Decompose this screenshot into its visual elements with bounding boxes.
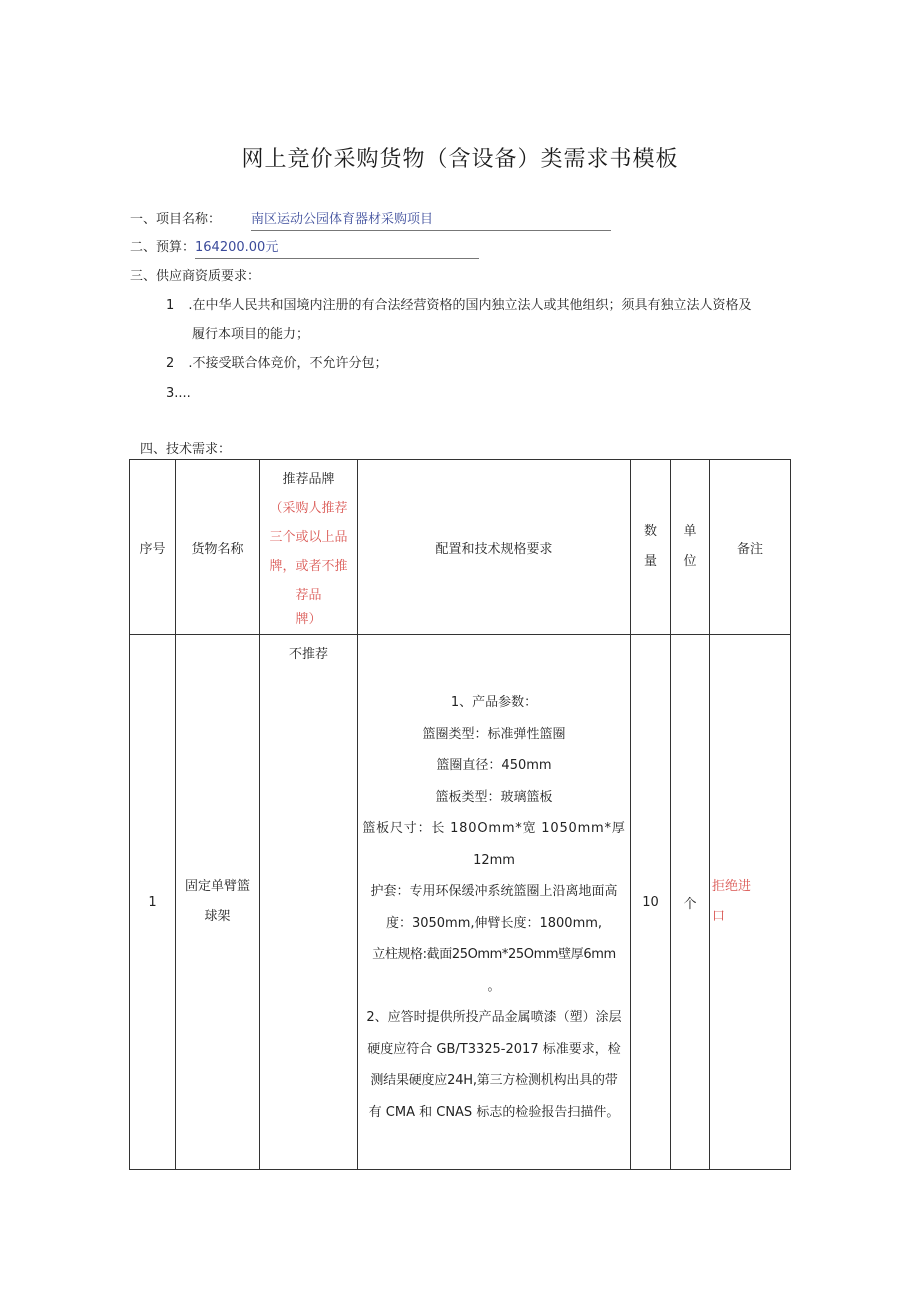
spec-line-6: 12mm [473, 852, 515, 868]
row-spec [358, 635, 631, 1170]
budget-label: 二、预算： [130, 240, 196, 255]
header-goods-name: 货物名称 [176, 460, 260, 635]
requirement-2 [166, 354, 388, 374]
spec-line-5: 篮板尺寸：长 180Omm*宽 1050mm*厚 [362, 821, 626, 836]
spec-line-4: 篮板类型：玻璃篮板 [435, 789, 553, 805]
spec-line-10: 。 [487, 978, 501, 994]
document-title: 网上竞价采购货物（含设备）类需求书模板 [241, 147, 679, 172]
header-unit [671, 460, 710, 635]
requirement-2-number: 2 [166, 356, 175, 371]
spec-line-9: 立柱规格:截面25Omm*25Omm壁厚6mm [372, 947, 616, 962]
header-brand-note-3: 牌，或者不推 [269, 558, 348, 574]
budget-value: 164200.00元 [195, 238, 479, 259]
row-remark-2: 口 [712, 909, 726, 924]
header-spec: 配置和技术规格要求 [358, 460, 631, 635]
qualification-heading: 三、供应商资质要求： [130, 269, 261, 284]
requirement-1-continued: 履行本项目的能力； [192, 327, 310, 342]
row-quantity: 10 [631, 635, 671, 1170]
spec-line-11: 2、应答时提供所投产品金属喷漆（塑）涂层 [366, 1010, 622, 1025]
header-remark: 备注 [710, 460, 791, 635]
row-goods-name-2: 球架 [204, 909, 231, 924]
header-quantity [631, 460, 671, 635]
project-name-value: 南区运动公园体育器材采购项目 [251, 210, 611, 231]
header-brand-note-2: 三个或以上品 [269, 529, 348, 545]
header-unit-2: 位 [683, 554, 697, 569]
row-remark-1: 拒绝进 [712, 879, 752, 894]
requirement-1-number: 1 [166, 298, 175, 313]
row-seq: 1 [130, 635, 176, 1170]
header-unit-1: 单 [683, 524, 697, 539]
budget-row [130, 238, 479, 259]
row-unit: 个 [671, 635, 710, 1170]
spec-line-7: 护套：专用环保缓冲系统篮圈上沿离地面高 [370, 884, 618, 899]
row-brand: 不推荐 [260, 635, 358, 1170]
spec-line-14: 有 CMA 和 CNAS 标志的检验报告扫描件。 [368, 1104, 620, 1120]
spec-line-8: 度：3050mm,伸臂长度：1800mm, [385, 915, 603, 931]
spec-line-2: 篮圈类型：标准弹性篮圈 [422, 726, 566, 742]
header-brand-label: 推荐品牌 [282, 471, 335, 487]
table-row [130, 635, 791, 1170]
header-brand-note-5: 牌） [295, 611, 322, 627]
spec-line-3: 篮圈直径：450mm [436, 758, 552, 773]
header-seq: 序号 [130, 460, 176, 635]
header-brand-note-4: 荐品 [295, 587, 322, 603]
requirement-3: 3.... [166, 386, 191, 401]
header-quantity-1: 数 [643, 524, 657, 539]
table-header-row [130, 460, 791, 635]
requirement-2-text: .不接受联合体竞价，不允许分包； [188, 356, 388, 371]
row-goods-name-1: 固定单臂篮 [184, 879, 250, 894]
row-remark [710, 635, 791, 1170]
project-name-row [130, 210, 611, 231]
technical-requirements-table [129, 459, 791, 1170]
spec-line-12: 硬度应符合 GB/T3325-2017 标准要求，检 [367, 1041, 621, 1057]
header-brand [260, 460, 358, 635]
header-brand-note-1: （采购人推荐 [269, 500, 348, 516]
spec-line-1: 1、产品参数： [450, 695, 538, 710]
spec-line-13: 测结果硬度应24H,第三方检测机构出具的带 [370, 1073, 618, 1088]
header-quantity-2: 量 [643, 554, 657, 569]
technical-requirements-heading: 四、技术需求： [140, 442, 232, 457]
project-name-label: 一、项目名称： [130, 212, 222, 227]
requirement-1-text: .在中华人民共和国境内注册的有合法经营资格的国内独立法人或其他组织；须具有独立法人资格及 [188, 298, 752, 313]
requirement-1 [166, 296, 752, 316]
row-goods-name [176, 635, 260, 1170]
